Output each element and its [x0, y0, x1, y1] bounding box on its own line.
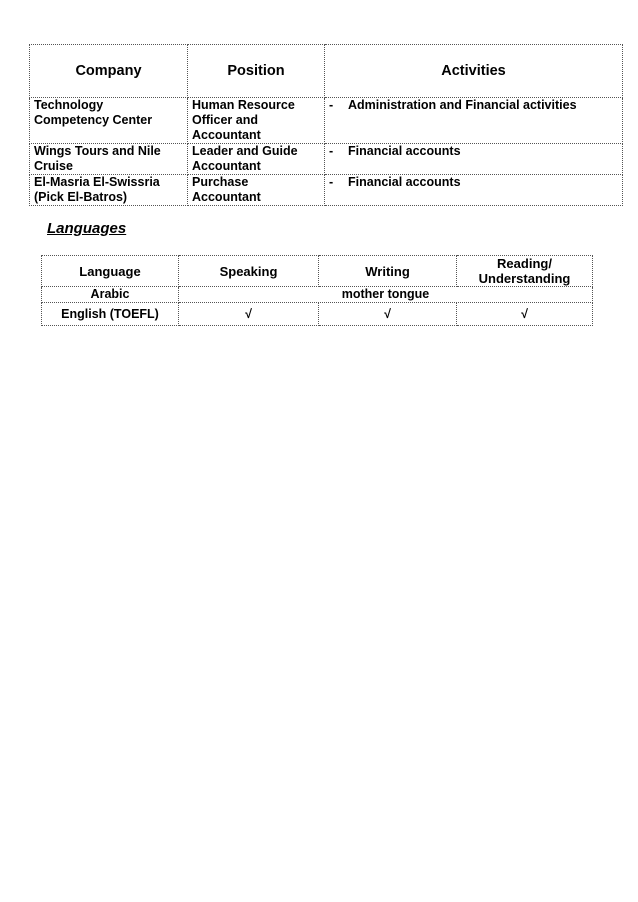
language-row	[42, 303, 593, 326]
language-header: Language	[42, 256, 179, 287]
bullet-dash: -	[329, 98, 334, 112]
company-line: El-Masria El-Swissria	[34, 175, 160, 189]
position-line: Human Resource	[192, 98, 295, 112]
company-cell	[30, 175, 188, 206]
mother-tongue-cell: mother tongue	[179, 287, 593, 303]
languages-heading: Languages	[47, 220, 127, 237]
language-cell: Arabic	[42, 287, 179, 303]
activity-text: Financial accounts	[348, 144, 461, 158]
speaking-check: √	[179, 303, 319, 326]
languages-table	[41, 255, 593, 326]
activity-cell	[325, 98, 623, 144]
position-line: Accountant	[192, 128, 261, 142]
position-line: Purchase Accountant	[192, 175, 261, 204]
language-cell: English (TOEFL)	[42, 303, 179, 326]
reading-header-line: Understanding	[478, 271, 571, 286]
company-header: Company	[30, 45, 188, 98]
company-cell	[30, 98, 188, 144]
experience-header-row	[30, 45, 623, 98]
writing-header: Writing	[319, 256, 457, 287]
experience-row	[30, 144, 623, 175]
position-line: Leader and Guide	[192, 144, 298, 158]
company-line: Cruise	[34, 159, 73, 173]
activities-header: Activities	[325, 45, 623, 98]
reading-check: √	[457, 303, 593, 326]
language-row	[42, 287, 593, 303]
languages-header-row	[42, 256, 593, 287]
experience-table	[29, 44, 623, 206]
position-header: Position	[188, 45, 325, 98]
reading-header-line: Reading/	[497, 256, 552, 271]
bullet-dash: -	[329, 175, 334, 189]
reading-header	[457, 256, 593, 287]
experience-row	[30, 98, 623, 144]
position-cell	[188, 98, 325, 144]
company-line: Wings Tours and Nile	[34, 144, 161, 158]
position-line: Officer and	[192, 113, 258, 127]
position-line: Accountant	[192, 159, 261, 173]
experience-row	[30, 175, 623, 206]
speaking-header: Speaking	[179, 256, 319, 287]
company-line: Competency Center	[34, 113, 153, 127]
activity-text: Administration and Financial activities	[348, 98, 577, 112]
company-line: Technology	[34, 98, 104, 112]
bullet-dash: -	[329, 144, 334, 158]
company-line: (Pick El-Batros)	[34, 190, 128, 204]
company-cell	[30, 144, 188, 175]
writing-check: √	[319, 303, 457, 326]
position-cell	[188, 144, 325, 175]
activity-cell	[325, 144, 623, 175]
activity-cell	[325, 175, 623, 206]
position-cell	[188, 175, 325, 206]
activity-text: Financial accounts	[348, 175, 461, 189]
